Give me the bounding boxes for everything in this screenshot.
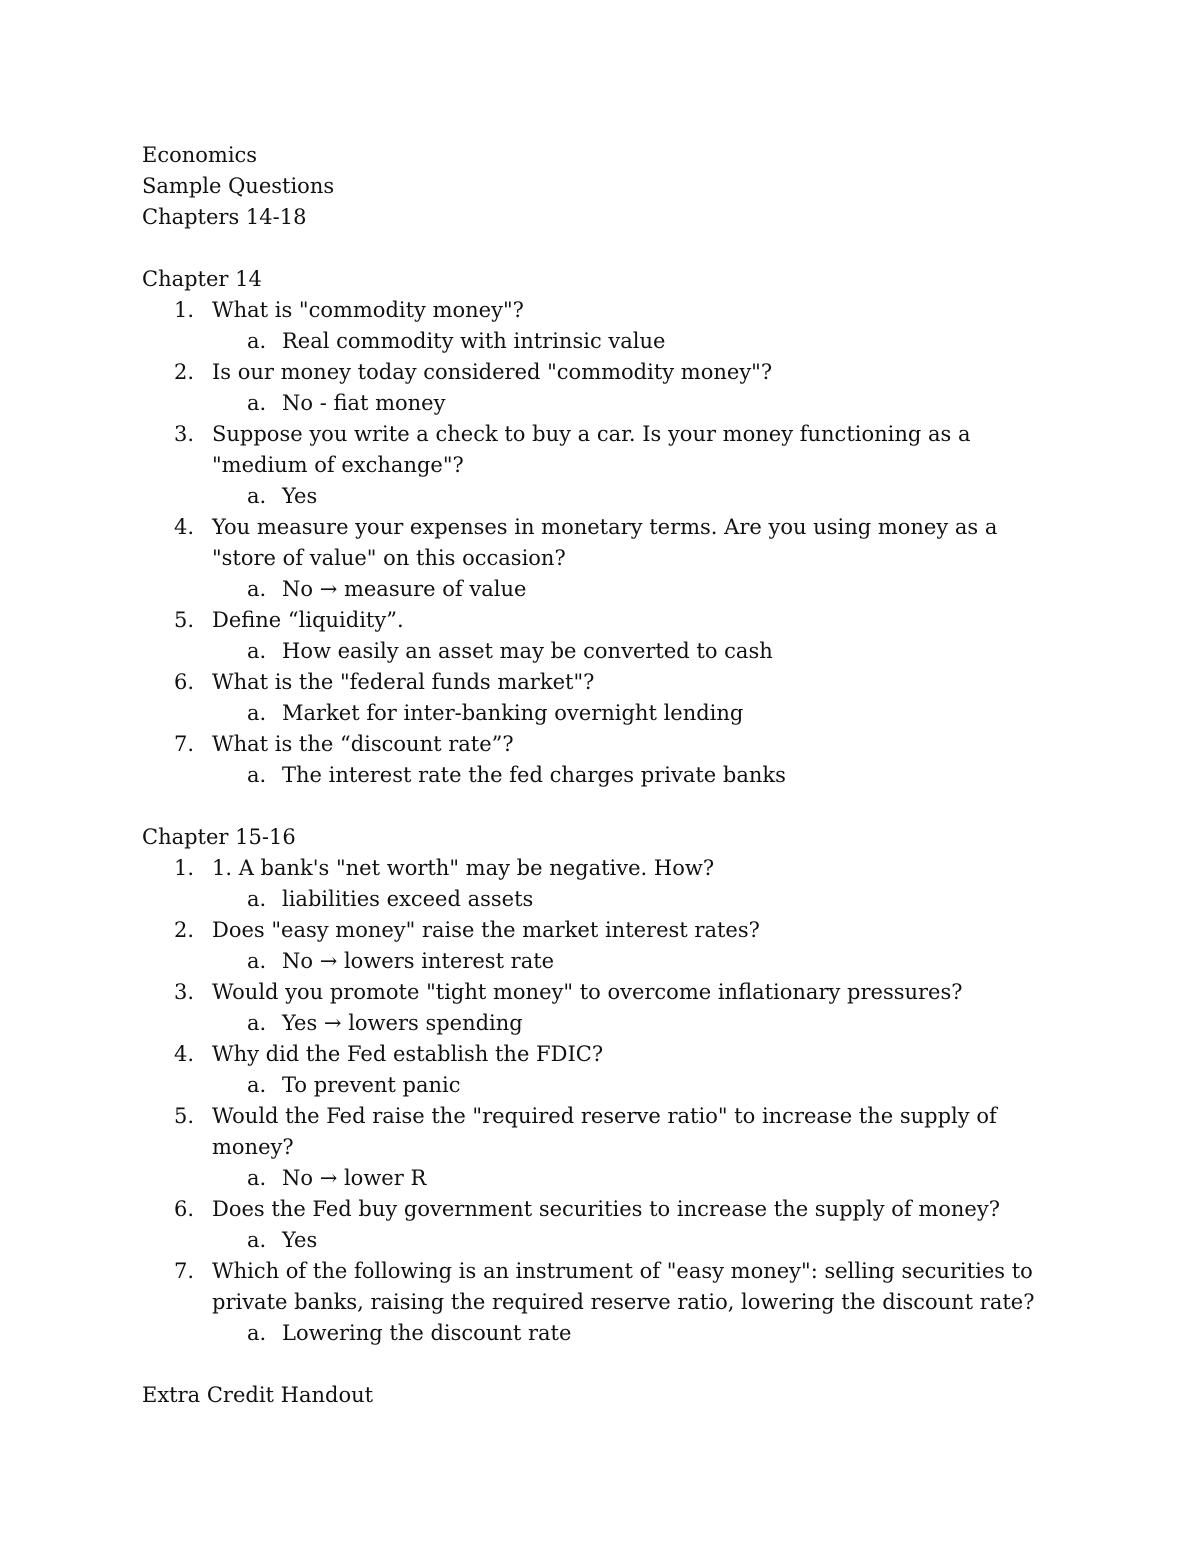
answer-item <box>142 1318 1062 1349</box>
question-text: 1. A bank's "net worth" may be negative. How? <box>212 856 715 880</box>
answer-letter: a. <box>247 391 267 415</box>
chapter-range: Chapters 14-18 <box>142 205 307 229</box>
question-item <box>142 1039 1062 1070</box>
answer-letter: a. <box>247 701 267 725</box>
answer-item <box>142 946 1062 977</box>
answer-text: How easily an asset may be converted to cash <box>282 639 773 663</box>
question-number: 7. <box>174 732 195 756</box>
question-item <box>142 419 1062 481</box>
question-text: Define “liquidity”. <box>212 608 404 632</box>
answer-item <box>142 1070 1062 1101</box>
answer-letter: a. <box>247 949 267 973</box>
question-text: Which of the following is an instrument of "easy money": selling securities to private banks, raising the required reserve ratio, lowering the discount rate? <box>212 1259 1035 1314</box>
question-item <box>142 1194 1062 1225</box>
question-item <box>142 512 1062 574</box>
question-text: Would you promote "tight money" to overcome inflationary pressures? <box>212 980 963 1004</box>
section-heading: Chapter 15-16 <box>142 825 296 849</box>
question-number: 3. <box>174 980 195 1004</box>
answer-item <box>142 1225 1062 1256</box>
answer-item <box>142 388 1062 419</box>
answer-text: No → lowers interest rate <box>282 949 555 973</box>
question-number: 6. <box>174 1197 195 1221</box>
answer-item <box>142 884 1062 915</box>
section-heading: Chapter 14 <box>142 267 262 291</box>
question-number: 2. <box>174 360 195 384</box>
question-number: 5. <box>174 608 195 632</box>
answer-letter: a. <box>247 763 267 787</box>
extra-credit-line: Extra Credit Handout <box>142 1383 374 1407</box>
question-item <box>142 915 1062 946</box>
answer-item <box>142 636 1062 667</box>
answer-letter: a. <box>247 1011 267 1035</box>
question-number: 1. <box>174 856 195 880</box>
answer-letter: a. <box>247 329 267 353</box>
answer-text: liabilities exceed assets <box>282 887 534 911</box>
question-text: Does "easy money" raise the market interest rates? <box>212 918 760 942</box>
document-title: Sample Questions <box>142 174 335 198</box>
subject-line: Economics <box>142 143 258 167</box>
answer-item <box>142 1163 1062 1194</box>
answer-letter: a. <box>247 1321 267 1345</box>
question-item <box>142 1101 1062 1163</box>
answer-item <box>142 1008 1062 1039</box>
answer-text: No → measure of value <box>282 577 527 601</box>
answer-text: Market for inter-banking overnight lending <box>282 701 744 725</box>
answer-text: Yes <box>282 484 318 508</box>
answer-item <box>142 574 1062 605</box>
answer-text: No - fiat money <box>282 391 446 415</box>
answer-letter: a. <box>247 1073 267 1097</box>
question-text: What is "commodity money"? <box>212 298 524 322</box>
question-item <box>142 1256 1062 1318</box>
question-text: Suppose you write a check to buy a car. Is your money functioning as a "medium of exchange"? <box>212 422 971 477</box>
answer-text: Yes → lowers spending <box>282 1011 523 1035</box>
question-text: Would the Fed raise the "required reserve ratio" to increase the supply of money? <box>212 1104 997 1159</box>
question-list <box>142 295 1062 791</box>
answer-letter: a. <box>247 887 267 911</box>
question-number: 1. <box>174 298 195 322</box>
spacer <box>142 791 1062 822</box>
question-number: 2. <box>174 918 195 942</box>
answer-item <box>142 326 1062 357</box>
answer-item <box>142 760 1062 791</box>
question-text: What is the “discount rate”? <box>212 732 514 756</box>
answer-item <box>142 698 1062 729</box>
answer-item <box>142 481 1062 512</box>
question-text: What is the "federal funds market"? <box>212 670 595 694</box>
question-text: Does the Fed buy government securities to increase the supply of money? <box>212 1197 1000 1221</box>
answer-letter: a. <box>247 484 267 508</box>
answer-text: Lowering the discount rate <box>282 1321 572 1345</box>
answer-letter: a. <box>247 639 267 663</box>
question-number: 4. <box>174 1042 195 1066</box>
answer-text: Yes <box>282 1228 318 1252</box>
question-number: 6. <box>174 670 195 694</box>
question-list <box>142 853 1062 1349</box>
document-page <box>142 140 1062 1411</box>
question-item <box>142 853 1062 884</box>
answer-letter: a. <box>247 1228 267 1252</box>
question-text: You measure your expenses in monetary terms. Are you using money as a "store of value" on this occasion? <box>212 515 998 570</box>
question-number: 7. <box>174 1259 195 1283</box>
answer-text: Real commodity with intrinsic value <box>282 329 666 353</box>
question-number: 3. <box>174 422 195 446</box>
question-number: 5. <box>174 1104 195 1128</box>
question-number: 4. <box>174 515 195 539</box>
question-item <box>142 729 1062 760</box>
question-item <box>142 295 1062 326</box>
question-item <box>142 605 1062 636</box>
question-item <box>142 357 1062 388</box>
question-item <box>142 667 1062 698</box>
answer-letter: a. <box>247 577 267 601</box>
answer-text: To prevent panic <box>282 1073 461 1097</box>
answer-text: The interest rate the fed charges private banks <box>282 763 786 787</box>
answer-text: No → lower R <box>282 1166 427 1190</box>
question-item <box>142 977 1062 1008</box>
spacer <box>142 233 1062 264</box>
answer-letter: a. <box>247 1166 267 1190</box>
spacer <box>142 1349 1062 1380</box>
question-text: Is our money today considered "commodity money"? <box>212 360 773 384</box>
question-text: Why did the Fed establish the FDIC? <box>212 1042 604 1066</box>
